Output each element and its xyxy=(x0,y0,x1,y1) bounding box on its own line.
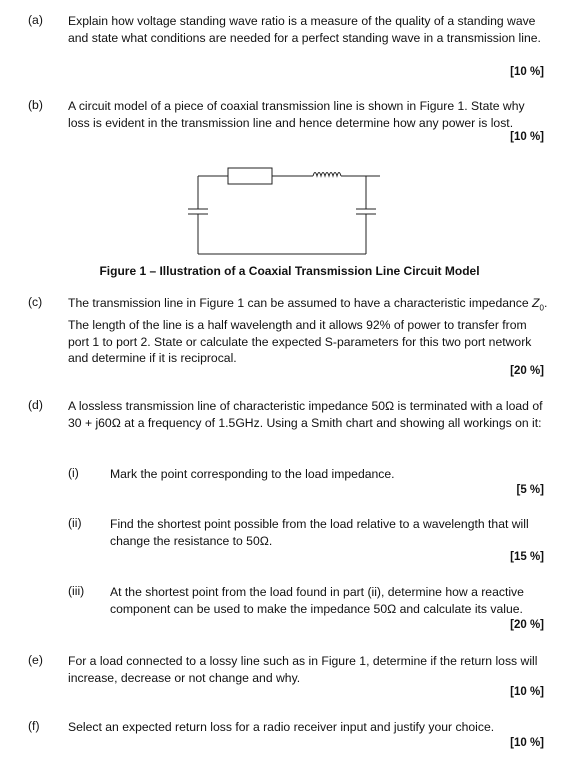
question-c-label: (c) xyxy=(28,295,43,309)
subpart-i-marks: [5 %] xyxy=(516,484,544,496)
coaxial-line-circuit-figure xyxy=(180,158,400,258)
question-a-marks: [10 %] xyxy=(510,66,544,78)
subpart-ii-text: Find the shortest point possible from the load relative to a wavelength that will change the resistance to 50Ω. xyxy=(110,517,529,548)
question-e-marks: [10 %] xyxy=(510,686,544,698)
question-f-label: (f) xyxy=(28,719,40,733)
question-c-marks: [20 %] xyxy=(510,365,544,377)
question-f-text: Select an expected return loss for a radio receiver input and justify your choice. xyxy=(68,720,495,734)
subpart-ii-marks: [15 %] xyxy=(510,551,544,563)
question-e-text: For a load connected to a lossy line such as in Figure 1, determine if the return loss will increase, decrease or not change and why. xyxy=(68,654,538,685)
question-c-text xyxy=(68,295,548,367)
question-b-marks: [10 %] xyxy=(510,131,544,143)
question-c-text-end: . The length of the line is a half wavelength and it allows 92% of power to transfer from port 1 to port 2. State or calculate the expected S-parameters for this two port network and determine if it is reciprocal. xyxy=(68,296,548,366)
question-a-text: Explain how voltage standing wave ratio is a measure of the quality of a standing wave and state what conditions are needed for a perfect standing wave in a transmission line. xyxy=(68,14,541,45)
subpart-i-text: Mark the point corresponding to the load impedance. xyxy=(110,467,395,481)
question-f-marks: [10 %] xyxy=(510,737,544,749)
question-b-label: (b) xyxy=(28,98,43,112)
question-a-label: (a) xyxy=(28,13,43,27)
resistor-symbol xyxy=(228,168,272,184)
question-e-label: (e) xyxy=(28,653,43,667)
subpart-iii-label: (iii) xyxy=(68,584,85,598)
question-d-label: (d) xyxy=(28,398,43,412)
subpart-ii-label: (ii) xyxy=(68,516,82,530)
question-b-text: A circuit model of a piece of coaxial transmission line is shown in Figure 1. State why loss is evident in the transmission line and hence determine how any power is lost. xyxy=(68,99,525,130)
impedance-symbol: Z xyxy=(532,296,540,310)
impedance-subscript: 0 xyxy=(539,303,544,313)
subpart-iii-marks: [20 %] xyxy=(510,619,544,631)
question-d-text: A lossless transmission line of characteristic impedance 50Ω is terminated with a load of 30 + j60Ω at a frequency of 1.5GHz. Using a Smith chart and showing all workings on it: xyxy=(68,399,543,430)
subpart-i-label: (i) xyxy=(68,466,79,480)
subpart-iii-text: At the shortest point from the load found in part (ii), determine how a reactive component can be used to make the impedance 50Ω and calculate its value. xyxy=(110,585,524,616)
inductor-symbol xyxy=(313,173,341,177)
question-c-text-start: The transmission line in Figure 1 can be assumed to have a characteristic impedance xyxy=(68,296,533,310)
figure-caption: Figure 1 – Illustration of a Coaxial Transmission Line Circuit Model xyxy=(99,264,480,278)
